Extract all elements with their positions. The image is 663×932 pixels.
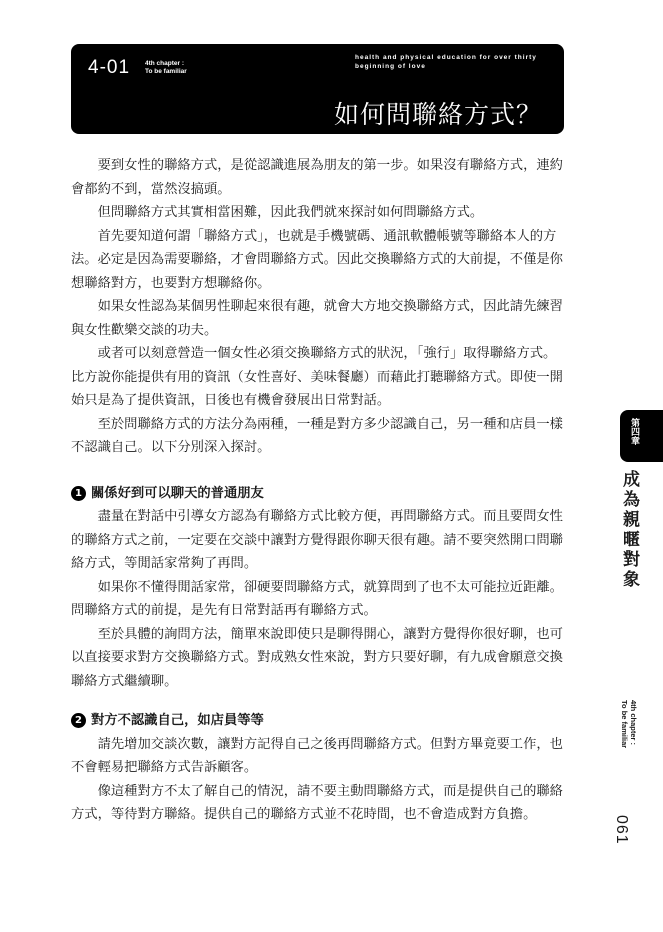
intro-paragraph: 至於問聯絡方式的方法分為兩種，一種是對方多少認識自己，另一種和店員一樣不認識自己。以下分別深入探討。 (71, 416, 563, 455)
series-line1: health and physical education for over thirty (355, 54, 537, 61)
section-1-heading-text: 關係好到可以聊天的普通朋友 (91, 485, 264, 501)
section-1-heading (71, 482, 565, 506)
chapter-tab-label: 第四章 (629, 418, 639, 445)
chapter-side-tab (620, 410, 663, 462)
section-2-paragraph: 請先增加交談次數，讓對方記得自己之後再問聯絡方式。但對方畢竟要工作，也不會輕易把聯絡方式告訴顧客。 (71, 736, 563, 775)
intro-paragraph: 或者可以刻意營造一個女性必須交換聯絡方式的狀況，「強行」取得聯絡方式。比方說你能提供有用的資訊（女性喜好、美味餐廳）而藉此打聽聯絡方式。即使一開始只是為了提供資訊，日後也有機會發展出日常對話。 (71, 346, 563, 408)
intro-paragraph: 首先要知道何謂「聯絡方式」，也就是手機號碼、通訊軟體帳號等聯絡本人的方法。必定是因為需要聯絡，才會問聯絡方式。因此交換聯絡方式的大前提，不僅是你想聯絡對方，也要對方想聯絡你。 (71, 228, 563, 291)
side-chapter-english-line1: 4th chapter : (629, 700, 638, 746)
page-number: 061 (613, 815, 630, 845)
series-line2: beginning of love (355, 63, 426, 70)
intro-paragraph: 要到女性的聯絡方式，是從認識進展為朋友的第一步。如果沒有聯絡方式，連約會都約不到，當然沒搞頭。 (71, 158, 563, 197)
side-chapter-english (620, 700, 638, 748)
side-chapter-title: 成為親暱對象 (619, 470, 639, 590)
chapter-subtitle (145, 60, 187, 76)
intro-paragraph: 如果女性認為某個男性聊起來很有趣，就會大方地交換聯絡方式，因此請先練習與女性歡樂交談的功夫。 (71, 299, 563, 338)
series-title (355, 53, 537, 71)
section-2-number-icon: 2 (71, 713, 86, 728)
chapter-subtitle-line2: To be familiar (145, 68, 187, 75)
intro-paragraph: 但問聯絡方式其實相當困難，因此我們就來探討如何問聯絡方式。 (97, 205, 484, 220)
page-title: 如何問聯絡方式？ (333, 100, 542, 129)
article-body (71, 154, 565, 827)
section-1-paragraph: 如果你不懂得閒話家常，卻硬要問聯絡方式，就算問到了也不太可能拉近距離。問聯絡方式的前提，是先有日常對話再有聯絡方式。 (71, 579, 563, 618)
section-1-paragraph: 至於具體的詢問方法，簡單來說即使只是聊得開心，讓對方覺得你很好聊，也可以直接要求對方交換聯絡方式。對成熟女性來說，對方只要好聊，有九成會願意交換聯絡方式繼續聊。 (71, 626, 563, 689)
section-2-heading-text: 對方不認識自己，如店員等等 (91, 713, 264, 728)
side-chapter-english-line2: To be familiar (620, 700, 629, 749)
section-1-paragraph: 盡量在對話中引導女方認為有聯絡方式比較方便，再問聯絡方式。而且要問女性的聯絡方式之前，一定要在交談中讓對方覺得跟你聊天很有趣。請不要突然開口問聯絡方式，等閒話家常夠了再問。 (71, 509, 563, 571)
chapter-number: 4-01 (88, 57, 131, 78)
chapter-header (71, 44, 564, 134)
chapter-subtitle-line1: 4th chapter : (145, 60, 185, 67)
section-1-number-icon: 1 (71, 486, 86, 501)
section-2-heading (71, 709, 565, 733)
section-2-paragraph: 像這種對方不太了解自己的情況，請不要主動問聯絡方式，而是提供自己的聯絡方式，等待對方聯絡。提供自己的聯絡方式並不花時間，也不會造成對方負擔。 (71, 783, 563, 822)
